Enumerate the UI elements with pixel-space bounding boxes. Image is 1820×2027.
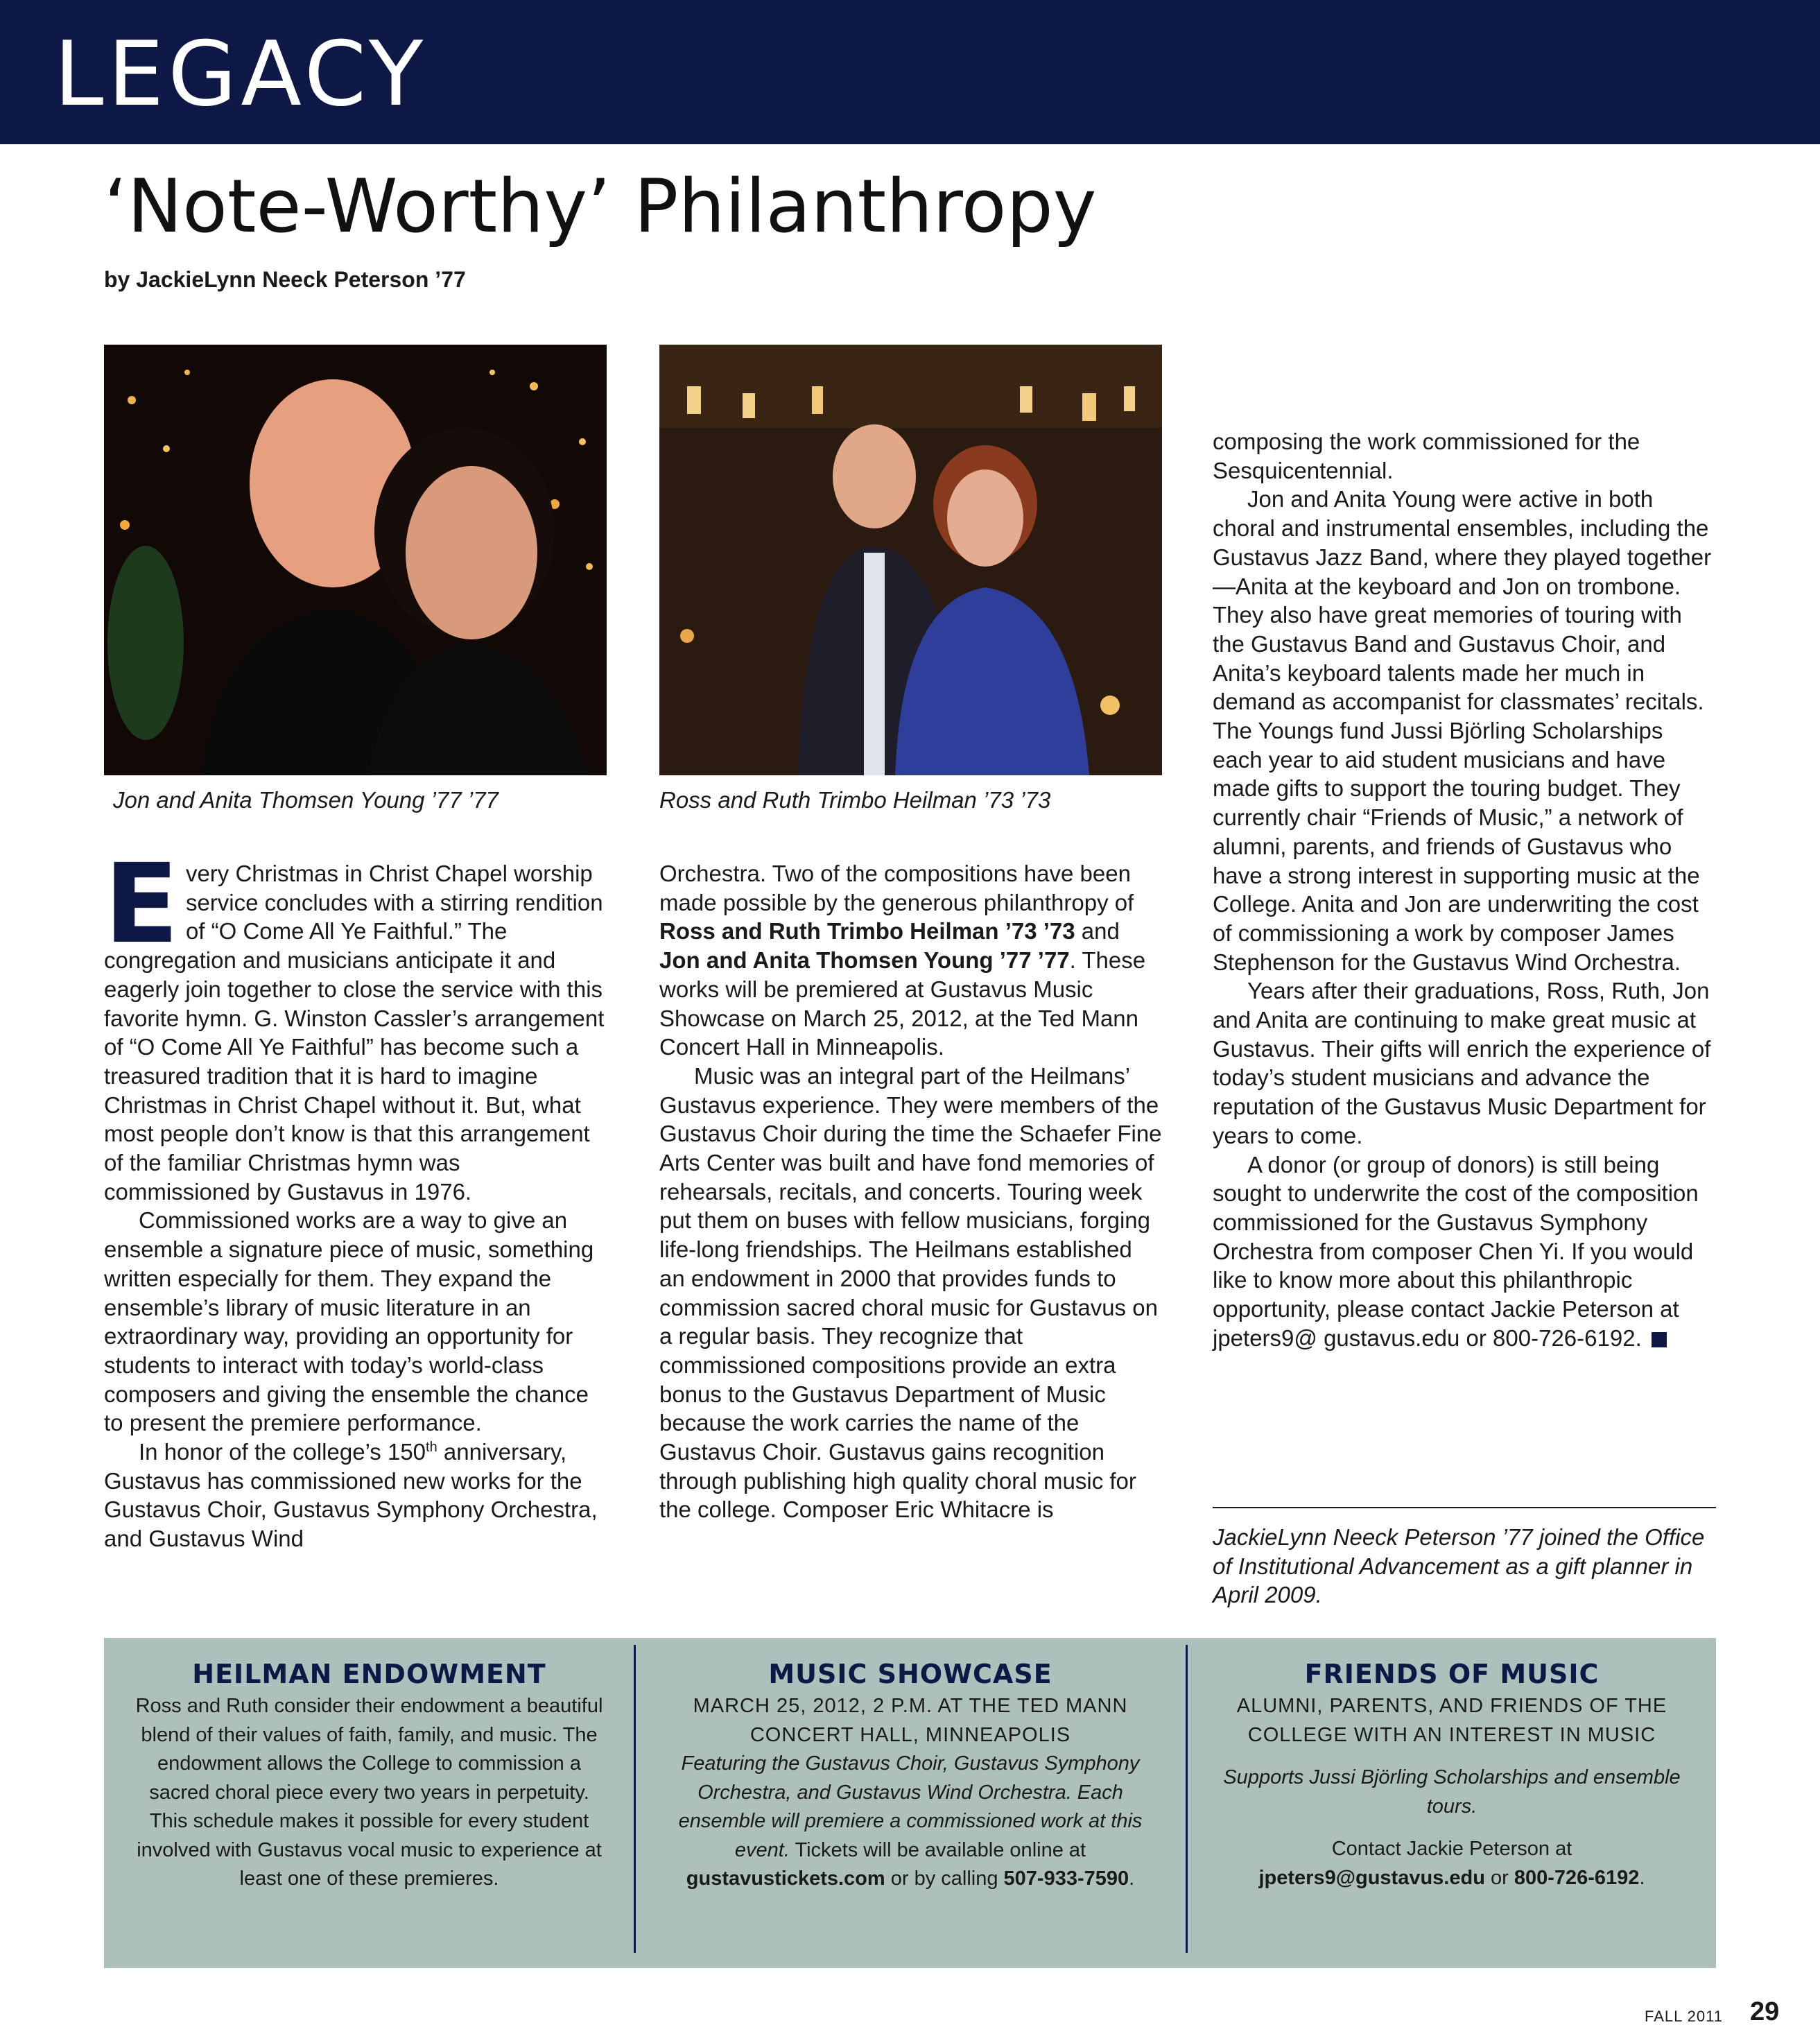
paragraph-9: A donor (or group of donors) is still being sought to underwrite the cost of the composition commissioned for the Gustavus Symphony Orchestra from composer Chen Yi. If you would like to know more about this philanthropic opportunity, please contact Jackie Peterson at jpeters9@ gustavus.edu or 800-726-6192. <box>1213 1151 1699 1351</box>
friends-of-music-title: FRIENDS OF MUSIC <box>1304 1659 1600 1689</box>
paragraph-2: Commissioned works are a way to give an ensemble a signature piece of music, something written especially for them. They expand the ensemble’s library of music literature in an extraordinary way, providing an opportunity for students to interact with today’s world-class composers and giving the ensemble the chance to present the premiere performance. <box>104 1207 594 1436</box>
paragraph-6: composing the work commissioned for the Sesquicentennial. <box>1213 429 1640 483</box>
friends-of-music-box <box>1188 1638 1716 1968</box>
photo-young-couple <box>104 345 607 775</box>
friends-of-music-contact: Contact Jackie Peterson at <box>1331 1838 1572 1860</box>
music-showcase-title: MUSIC SHOWCASE <box>768 1659 1052 1689</box>
music-showcase-box <box>636 1638 1185 1968</box>
heilman-endowment-title: HEILMAN ENDOWMENT <box>192 1659 546 1689</box>
article-column-1 <box>104 840 607 1553</box>
paragraph-1: Every Christmas in Christ Chapel worship service concludes with a stirring rendition of “O Come All Ye Faithful.” The congregation and musicians anticipate it and eagerly join together to close the service with this favorite hymn. G. Winston Cassler’s arrangement of “O Come All Ye Faithful” has become such a treasured tradition that it is hard to imagine Christmas in Christ Chapel without it. But, what most people don’t know is that this arrangement of the familiar Christmas hymn was commissioned by Gustavus in 1976. <box>104 840 605 1205</box>
heilman-endowment-box <box>104 1638 634 1968</box>
article-column-3 <box>1213 427 1716 1353</box>
section-label: LEGACY <box>54 23 427 126</box>
music-showcase-details: Featuring the Gustavus Choir, Gustavus Symphony Orchestra, and Gustavus Wind Orchestra. Each ensemble will premiere a commissioned work at this event. Tickets will be available online at gustavustickets.com or by calling 507-933-7590. <box>678 1752 1143 1890</box>
paragraph-5: Music was an integral part of the Heilmans’ Gustavus experience. They were members of the Gustavus Choir during the time the Schaefer Fine Arts Center was built and have fond memories of rehearsals, recitals, and concerts. Touring week put them on buses with fellow musicians, forging life-long friendships. The Heilmans established an endowment in 2000 that provides funds to commission sacred choral music for Gustavus on a regular basis. They recognize that commissioned compositions provide an extra bonus to the Gustavus Department of Music because the work carries the name of the Gustavus Choir. Gustavus gains recognition through publishing high quality choral music for the college. Composer Eric Whitacre is <box>659 1062 1162 1523</box>
music-showcase-date: MARCH 25, 2012, 2 P.M. AT THE TED MANN CONCERT HALL, MINNEAPOLIS <box>693 1695 1128 1746</box>
friends-of-music-contact-info: jpeters9@gustavus.edu or 800-726-6192. <box>1258 1866 1645 1889</box>
article-column-2 <box>659 859 1162 1524</box>
photo-caption-heilman: Ross and Ruth Trimbo Heilman ’73 ’73 <box>659 787 1051 813</box>
photo-caption-young: Jon and Anita Thomsen Young ’77 ’77 <box>113 787 499 813</box>
photo-heilman-couple <box>659 345 1162 775</box>
bio-divider <box>1213 1507 1716 1508</box>
paragraph-3: In honor of the college’s 150th anniversary, Gustavus has commissioned new works for the Gustavus Choir, Gustavus Symphony Orchestra, and Gustavus Wind <box>104 1439 598 1552</box>
paragraph-7: Jon and Anita Young were active in both choral and instrumental ensembles, including the Gustavus Jazz Band, where they played together—Anita at the keyboard and Jon on trombone. They also have great memories of touring with the Gustavus Band and Gustavus Choir, and Anita’s keyboard talents made her much in demand as accompanist for classmates’ recitals. The Youngs fund Jussi Björling Scholarships each year to aid student musicians and have made gifts to support the touring budget. They currently chair “Friends of Music,” a network of alumni, parents, and friends of Gustavus who have a strong interest in supporting music at the College. Anita and Jon are underwriting the cost of commissioning a work by composer James Stephenson for the Gustavus Wind Orchestra. <box>1213 486 1712 975</box>
paragraph-4: Orchestra. Two of the compositions have been made possible by the generous philanthropy of Ross and Ruth Trimbo Heilman ’73 ’73 and Jon and Anita Thomsen Young ’77 ’77. These works will be premiered at Gustavus Music Showcase on March 25, 2012, at the Ted Mann Concert Hall in Minneapolis. <box>659 861 1146 1060</box>
article-title: ‘Note-Worthy’ Philanthropy <box>104 164 1097 249</box>
tickets-link[interactable]: gustavustickets.com <box>686 1868 885 1890</box>
footer-issue: FALL 2011 <box>1645 2008 1723 2025</box>
contact-phone: 800-726-6192 <box>1514 1866 1640 1889</box>
byline: by JackieLynn Neeck Peterson ’77 <box>104 267 466 292</box>
author-bio: JackieLynn Neeck Peterson ’77 joined the Office of Institutional Advancement as a gift planner in April 2009. <box>1213 1524 1705 1608</box>
drop-cap: E <box>104 840 179 968</box>
friends-of-music-supports: Supports Jussi Björling Scholarships and ensemble tours. <box>1223 1766 1681 1818</box>
tickets-phone: 507-933-7590 <box>1003 1868 1129 1890</box>
page-number: 29 <box>1750 1997 1780 2026</box>
contact-email-link[interactable]: jpeters9@gustavus.edu <box>1258 1866 1485 1889</box>
info-sidebar <box>104 1638 1716 1968</box>
friends-of-music-subtitle: ALUMNI, PARENTS, AND FRIENDS OF THE COLLEGE WITH AN INTEREST IN MUSIC <box>1236 1695 1667 1746</box>
end-mark-icon <box>1652 1332 1667 1347</box>
paragraph-8: Years after their graduations, Ross, Ruth, Jon and Anita are continuing to make great music at Gustavus. Their gifts will enrich the experience of today’s student musicians and advance the reputation of the Gustavus Music Department for years to come. <box>1213 978 1711 1148</box>
heilman-endowment-text: Ross and Ruth consider their endowment a beautiful blend of their values of faith, family, and music. The endowment allows the College to commission a sacred choral piece every two years in perpetuity. This schedule makes it possible for every student involved with Gustavus vocal music to experience at least one of these premieres. <box>135 1695 603 1890</box>
